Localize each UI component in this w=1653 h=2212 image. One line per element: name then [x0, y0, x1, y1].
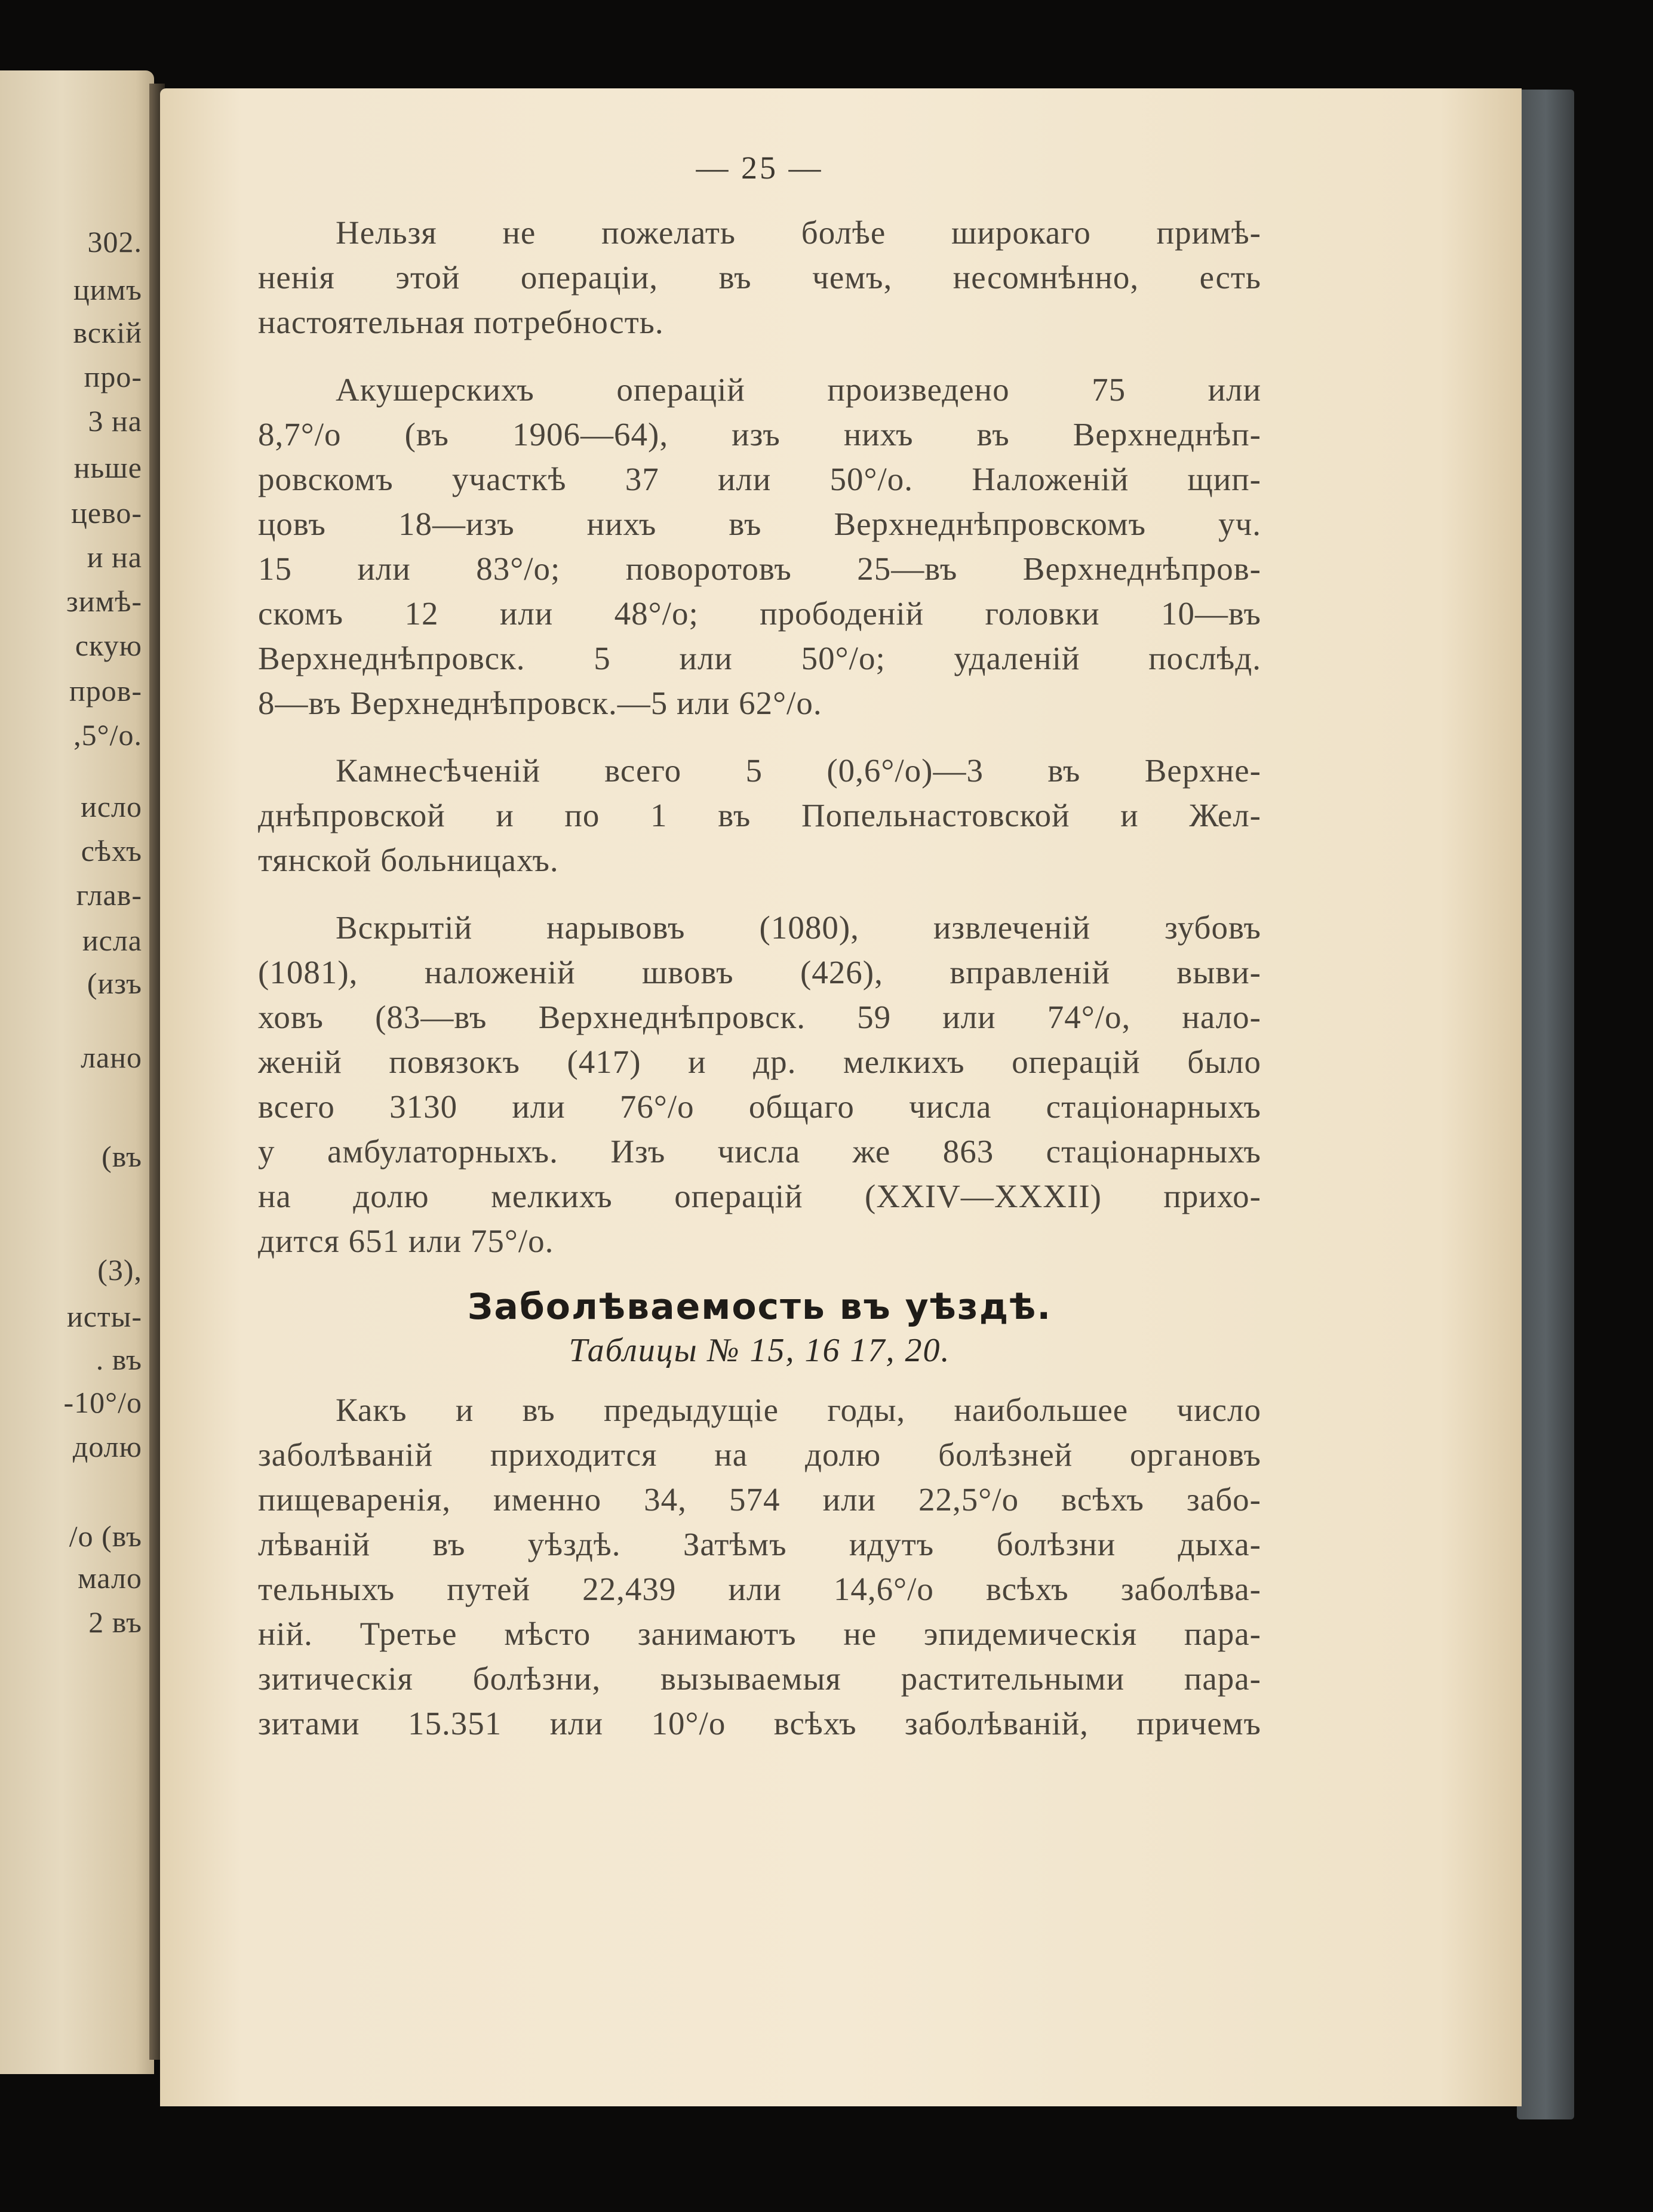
text-line: Какъ и въ предыдущіе годы, наибольшее число [336, 1392, 1261, 1428]
left-page-line: 2 въ [88, 1605, 142, 1639]
text-line: Камнесѣченій всего 5 (0,6°/о)—3 въ Верхне- [336, 752, 1261, 789]
text-line: 15 или 83°/о; поворотовъ 25—въ Верхнеднѣпров- [258, 550, 1261, 587]
text-line: (1081), наложеній швовъ (426), вправленій выви- [258, 954, 1261, 990]
text-line: настоятельная потребность. [258, 304, 664, 340]
text-line: Верхнеднѣпровск. 5 или 50°/о; удаленій послѣд. [258, 640, 1261, 676]
text-line: цовъ 18—изъ нихъ въ Верхнеднѣпровскомъ уч. [258, 506, 1261, 542]
left-page-line: /о (въ [69, 1519, 142, 1553]
left-page-line: скую [75, 629, 142, 662]
left-page-line: и на [87, 540, 142, 574]
text-line: ній. Третье мѣсто занимаютъ не эпидемическія пара- [258, 1616, 1261, 1652]
paragraph-1 [258, 210, 1261, 344]
text-line: ненія этой операціи, въ чемъ, несомнѣнно, есть [258, 259, 1261, 296]
left-page-line: пров- [69, 674, 142, 707]
text-line: днѣпровской и по 1 въ Попельнастовской и Жел- [258, 797, 1261, 833]
left-page-line: зимѣ- [66, 584, 142, 618]
text-line: тянской больницахъ. [258, 842, 559, 878]
text-line: Акушерскихъ операцій произведено 75 или [336, 371, 1261, 408]
left-page-line: ,5°/о. [73, 718, 142, 752]
left-page-line: -10°/о [63, 1386, 142, 1419]
left-page-line: (3), [97, 1253, 142, 1287]
text-line: на долю мелкихъ операцій (XXIV—XXXII) прихо- [258, 1178, 1261, 1214]
text-line: женій повязокъ (417) и др. мелкихъ операцій было [258, 1044, 1261, 1080]
left-page-line: цимъ [73, 273, 142, 306]
paragraph-4 [258, 905, 1261, 1263]
text-line: зитическія болѣзни, вызываемыя растительными пара- [258, 1660, 1261, 1697]
left-page-line: лано [81, 1041, 142, 1074]
text-line: 8—въ Верхнеднѣпровск.—5 или 62°/о. [258, 685, 822, 721]
left-page-line: (въ [102, 1140, 142, 1173]
text-line: всего 3130 или 76°/о общаго числа стаціонарныхъ [258, 1088, 1261, 1125]
left-page [0, 70, 154, 2074]
left-page-line: 302. [87, 225, 142, 259]
page-number: — 25 — [696, 150, 824, 186]
page-text [258, 149, 1261, 1768]
left-page-line: (изъ [87, 967, 142, 1000]
left-page-line: цево- [71, 496, 142, 530]
text-line: тельныхъ путей 22,439 или 14,6°/о всѣхъ заболѣва- [258, 1571, 1261, 1607]
text-line: заболѣваній приходится на долю болѣзней органовъ [258, 1436, 1261, 1473]
section-subtitle: Таблицы № 15, 16 17, 20. [569, 1332, 951, 1369]
text-line: ховъ (83—въ Верхнеднѣпровск. 59 или 74°/о, нало- [258, 999, 1261, 1035]
book-cover-edge [1517, 90, 1574, 2119]
text-line: лѣваній въ уѣздѣ. Затѣмъ идутъ болѣзни дыха- [258, 1526, 1261, 1562]
left-page-line: мало [78, 1561, 142, 1595]
text-line: Вскрытій нарывовъ (1080), извлеченій зубовъ [336, 909, 1261, 946]
text-line: пищеваренія, именно 34, 574 или 22,5°/о всѣхъ забо- [258, 1481, 1261, 1518]
left-page-line: исло [81, 790, 142, 823]
text-line: скомъ 12 или 48°/о; прободеній головки 10—въ [258, 595, 1261, 632]
text-line: дится 651 или 75°/о. [258, 1223, 554, 1259]
text-line: у амбулаторныхъ. Изъ числа же 863 стаціонарныхъ [258, 1133, 1261, 1170]
text-line: зитами 15.351 или 10°/о всѣхъ заболѣваній, причемъ [258, 1705, 1261, 1742]
left-page-line: вскій [73, 316, 142, 349]
left-page-line: про- [84, 360, 142, 393]
left-page-line: ньше [73, 451, 142, 484]
left-page-line: 3 на [88, 404, 142, 438]
text-line: 8,7°/о (въ 1906—64), изъ нихъ въ Верхнеднѣп- [258, 416, 1261, 453]
left-page-line: . въ [96, 1343, 142, 1376]
left-page-line: сѣхъ [81, 834, 142, 867]
text-line: Нельзя не пожелать болѣе широкаго примѣ- [336, 214, 1261, 251]
text-line: ровскомъ участкѣ 37 или 50°/о. Наложеній щип- [258, 461, 1261, 497]
paragraph-5 [258, 1388, 1261, 1746]
left-page-line: глав- [76, 878, 142, 912]
left-page-line: исты- [66, 1300, 142, 1333]
paragraph-3 [258, 748, 1261, 882]
paragraph-2 [258, 367, 1261, 725]
left-page-line: долю [72, 1430, 142, 1463]
section-title: Заболѣваемость въ уѣздѣ. [467, 1286, 1052, 1328]
left-page-line: исла [82, 924, 142, 957]
